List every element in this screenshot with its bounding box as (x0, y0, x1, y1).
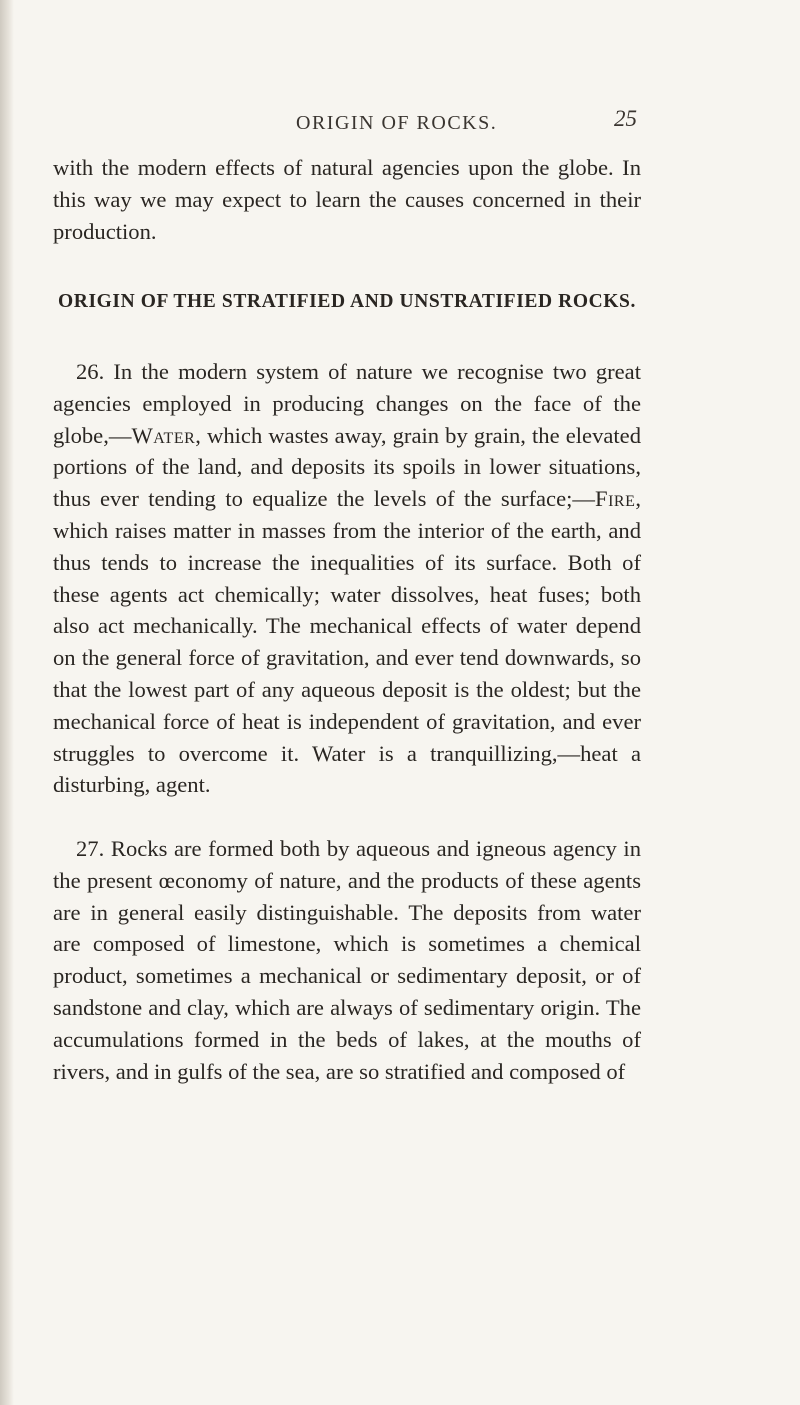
running-title: ORIGIN OF ROCKS. (296, 112, 498, 134)
term-fire: Fire (595, 486, 636, 512)
section-heading: ORIGIN OF THE STRATIFIED AND UNSTRATIFIED ROCKS. (58, 291, 636, 312)
paragraph-text: Rocks are formed both by aqueous and igneous agency in the present œconomy of nature, and the products of these agents are in general easily distinguishable. The deposits from water are composed of limestone, which is sometimes a chemical product, sometimes a mechanical or sedimentary deposit, or of sandstone and clay, which are always of sedimentary origin. The accumulations formed in the beds of lakes, at the mouths of rivers, and in gulfs of the sea, are so stratified and composed of (53, 836, 641, 1084)
paragraph-26 (53, 356, 641, 801)
paragraph-text: , which raises matter in masses from the interior of the earth, and thus tends to increase the inequalities of its surface. Both of these agents act chemically; water dissolves, heat fuses; both also act mechanically. The mechanical effects of water depend on the general force of gravitation, and ever tend downwards, so that the lowest part of any aqueous deposit is the oldest; but the mechanical force of heat is independent of gravitation, and ever struggles to overcome it. Water is a tranquillizing,—heat a disturbing, agent. (53, 486, 641, 798)
page-number: 25 (614, 106, 637, 131)
paragraph-number: 26. (76, 359, 105, 384)
paragraph-text: In the modern system of nature we recognise two great agencies employed in producing changes on the face of the globe,— (53, 359, 641, 448)
term-water: Water (131, 422, 196, 448)
paragraph-text: , which wastes away, grain by grain, the elevated portions of the land, and deposits its spoils in lower situations, thus ever tending to equalize the levels of the surface;— (53, 422, 641, 512)
page-binding-edge (0, 0, 14, 1405)
running-head (0, 106, 800, 142)
paragraph-intro (53, 152, 641, 247)
paragraph-number: 27. (76, 836, 105, 861)
paragraph-intro-text: with the modern effects of natural agencies upon the globe. In this way we may expect to learn the causes concerned in their production. (53, 155, 641, 244)
paragraph-27 (53, 833, 641, 1087)
